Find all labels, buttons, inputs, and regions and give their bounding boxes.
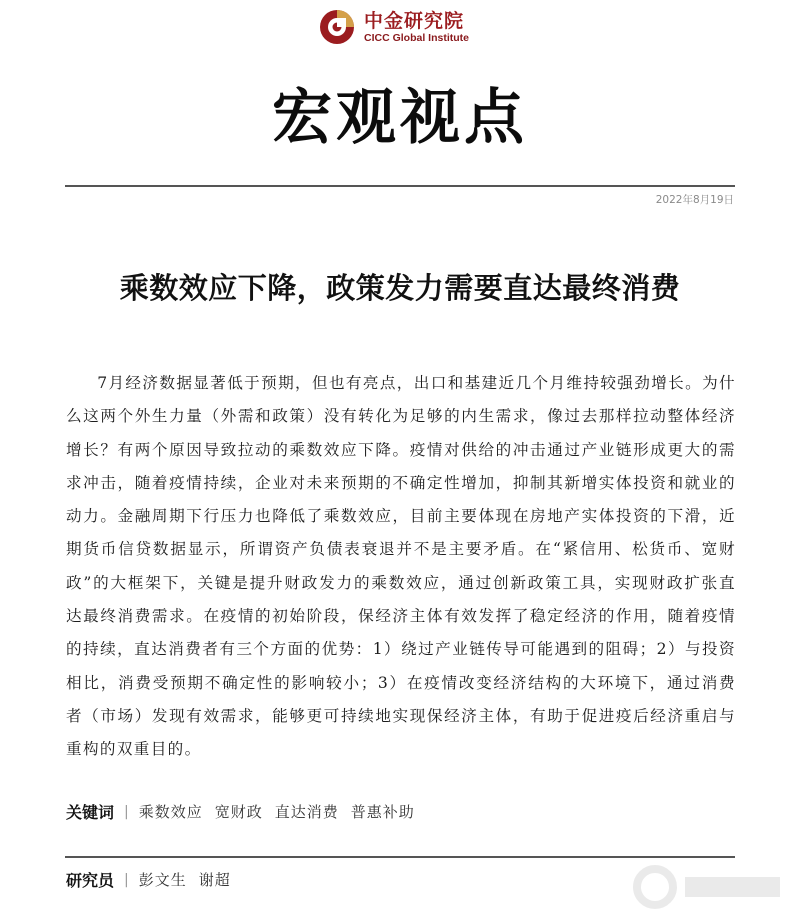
logo-en-name: CICC Global Institute [364,32,469,44]
authors-separator: | [124,871,129,888]
top-divider [65,185,735,187]
authors-row [66,868,243,891]
keywords-label: 关键词 [66,803,115,822]
logo-cn-name: 中金研究院 [364,10,465,32]
author-name: 彭文生 [138,871,187,889]
authors-label: 研究员 [66,871,115,890]
keywords-separator: | [124,803,129,820]
keyword-item: 乘数效应 [138,803,203,821]
keyword-item: 普惠补助 [350,803,415,821]
bottom-divider [65,856,735,858]
keyword-item: 直达消费 [274,803,339,821]
author-name: 谢超 [198,871,231,889]
keywords-row [66,800,427,823]
article-abstract: 7月经济数据显著低于预期，但也有亮点，出口和基建近几个月维持较强劲增长。为什么这两个外生力量（外需和政策）没有转化为足够的内生需求，像过去那样拉动整体经济增长？有两个原因导致拉动的乘数效应下降。疫情对供给的冲击通过产业链形成更大的需求冲击，随着疫情持续，企业对未来预期的不确定性增加，抑制其新增实体投资和就业的动力。金融周期下行压力也降低了乘数效应，目前主要体现在房地产实体投资的下滑，近期货币信贷数据显示，所谓资产负债表衰退并不是主要矛盾。在“紧信用、松货币、宽财政”的大框架下，关键是提升财政发力的乘数效应，通过创新政策工具，实现财政扩张直达最终消费需求。在疫情的初始阶段，保经济主体有效发挥了稳定经济的作用，随着疫情的持续，直达消费者有三个方面的优势：1）绕过产业链传导可能遇到的阻碍；2）与投资相比，消费受预期不确定性的影响较小；3）在疫情改变经济结构的大环境下，通过消费者（市场）发现有效需求，能够更可持续地实现保经济主体，有助于促进疫后经济重启与重构的双重目的。 [66,374,736,759]
article-title: 乘数效应下降，政策发力需要直达最终消费 [119,271,681,305]
cicc-logo-icon [318,8,356,46]
masthead-title: 宏观视点 [272,83,528,153]
watermark-logo-icon [630,865,790,910]
keyword-item: 宽财政 [214,803,263,821]
publish-date: 2022年8月19日 [655,194,734,206]
cicc-logo [318,6,469,48]
